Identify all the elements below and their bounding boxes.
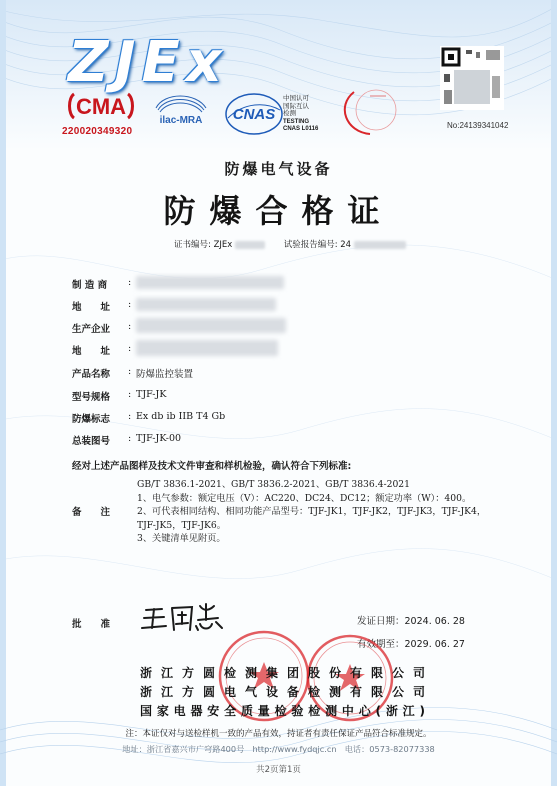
- issue-date-row: 发证日期：2024. 06. 28: [357, 616, 465, 627]
- drawing-number-label: 总装图号: [72, 436, 111, 447]
- certificate-serial-number: No:24139341042: [447, 121, 509, 130]
- issuer-3: 国家电器安全质量检验检测中心(浙江): [140, 704, 425, 718]
- producer-redacted: [136, 318, 286, 333]
- cert-number-redacted: [235, 241, 265, 249]
- issuer-1: 浙江方圆检测集团股份有限公司: [140, 666, 425, 680]
- product-name-label: 产品名称: [72, 369, 111, 380]
- address2-redacted: [136, 340, 278, 356]
- cnas-code-text: TESTING CNAS L0116: [283, 119, 319, 132]
- svg-text:CNAS: CNAS: [232, 106, 276, 123]
- model-label: 型号规格: [72, 392, 111, 403]
- address-label: 地 址: [72, 302, 111, 313]
- drawing-number-value: TJF-JK-00: [136, 433, 182, 444]
- reference-numbers: [174, 238, 406, 250]
- cnas-recognition-text: 中国认可 国际互认 检测: [283, 95, 309, 117]
- note-item-1: 1、电气参数：额定电压（V）：AC220、DC24、DC12；额定功率（W）：400。: [137, 492, 472, 504]
- svg-text:ilac-MRA: ilac-MRA: [159, 115, 203, 126]
- notes-block: [137, 478, 497, 546]
- ex-marking-value: Ex db ib IIB T4 Gb: [136, 411, 226, 422]
- certificate-page: ZJEx CMA 220020349320 ilac-MRA CNAS 中国认可 国际互认 检测 TESTING CNAS L0116 No:24139341042 防爆电气设备 防爆合格证 证书编号: ZJEx 试验报告编号: 24 制 造 商 : 地 址 : 生产企业 : 地 址 : 产品名称 : 防爆监控装置 型号规格 : TJF-JK 防爆标志 : Ex db ib IIB T4 Gb 总装图号 : TJF-JK-00 经对上述产品图样及技术文件审查和样机检验，确认符合下列标准: 备 注 GB/T 3836.1-2021、GB/T 3836.2-2021、GB/T 3836.4-2021 1、电气参数：额定电压（V）：AC220、DC24、DC12；额定功率（W）：400。 2、可代表相同结构、相同功能产品型号：TJF-JK1，TJF-JK2，TJF-JK3，TJF-JK4，TJF-JK5，TJF-JK6。 3、关键清单见附页。 批 准 发证日期：2024. 06. 28 有效期至：2029. 06. 27 浙江方圆检测集团股份有限公司 浙江方圆电气设备检测有限公司 国家电器安全质量检验检测中心(浙江) 注：本证仅对与送检样机一致的产品有效，持证者有责任保证产品符合标准规定。 地址：浙江省嘉兴市广穹路400号 http://www.fydqjc.cn 电话：0573-82077338 共2页第1页: [0, 0, 557, 786]
- ilac-mra-logo: [150, 90, 212, 132]
- cert-number-label: 证书编号: ZJEx: [174, 240, 233, 250]
- certificate-subtitle: 防爆电气设备: [224, 160, 333, 178]
- report-number-redacted: [354, 241, 406, 249]
- page-number: 共2页第1页: [256, 765, 301, 775]
- ex-marking-label: 防爆标志: [72, 414, 111, 425]
- manufacturer-redacted: [136, 276, 284, 289]
- ex-approval-seal-icon: [340, 86, 412, 138]
- approval-label: 批 准: [72, 619, 111, 630]
- product-name-value: 防爆监控装置: [136, 369, 194, 380]
- svg-text:CMA: CMA: [75, 94, 127, 119]
- valid-until-date: 2029. 06. 27: [404, 639, 465, 650]
- certificate-title: 防爆合格证: [163, 192, 394, 230]
- address-redacted: [136, 298, 276, 311]
- note-item-3: 3、关键清单见附页。: [137, 533, 226, 544]
- issue-date: 2024. 06. 28: [404, 616, 465, 627]
- address2-label: 地 址: [72, 346, 111, 357]
- issuer-2: 浙江方圆电气设备检测有限公司: [140, 685, 425, 699]
- valid-until-row: 有效期至：2029. 06. 27: [357, 639, 465, 650]
- cma-logo: [66, 92, 136, 120]
- qr-code: [440, 46, 504, 120]
- validity-note: 注：本证仅对与送检样机一致的产品有效，持证者有责任保证产品符合标准规定。: [125, 729, 432, 739]
- contact-address: 地址：浙江省嘉兴市广穹路400号 http://www.fydqjc.cn 电话：0573-82077338: [122, 744, 435, 754]
- report-number-label: 试验报告编号: 24: [283, 240, 352, 250]
- note-item-2: 2、可代表相同结构、相同功能产品型号：TJF-JK1，TJF-JK2，TJF-JK3，TJF-JK4，TJF-JK5，TJF-JK6。: [137, 506, 487, 531]
- notes-label: 备 注: [72, 507, 111, 518]
- cma-number: 220020349320: [62, 126, 133, 137]
- producer-label: 生产企业: [72, 324, 111, 335]
- conformity-statement: 经对上述产品图样及技术文件审查和样机检验，确认符合下列标准:: [72, 461, 352, 472]
- model-value: TJF-JK: [136, 389, 167, 400]
- zjex-brand-logo: ZJEx: [68, 30, 228, 95]
- standards-list: GB/T 3836.1-2021、GB/T 3836.2-2021、GB/T 3836.4-2021: [137, 479, 410, 490]
- manufacturer-label: 制 造 商: [72, 280, 108, 291]
